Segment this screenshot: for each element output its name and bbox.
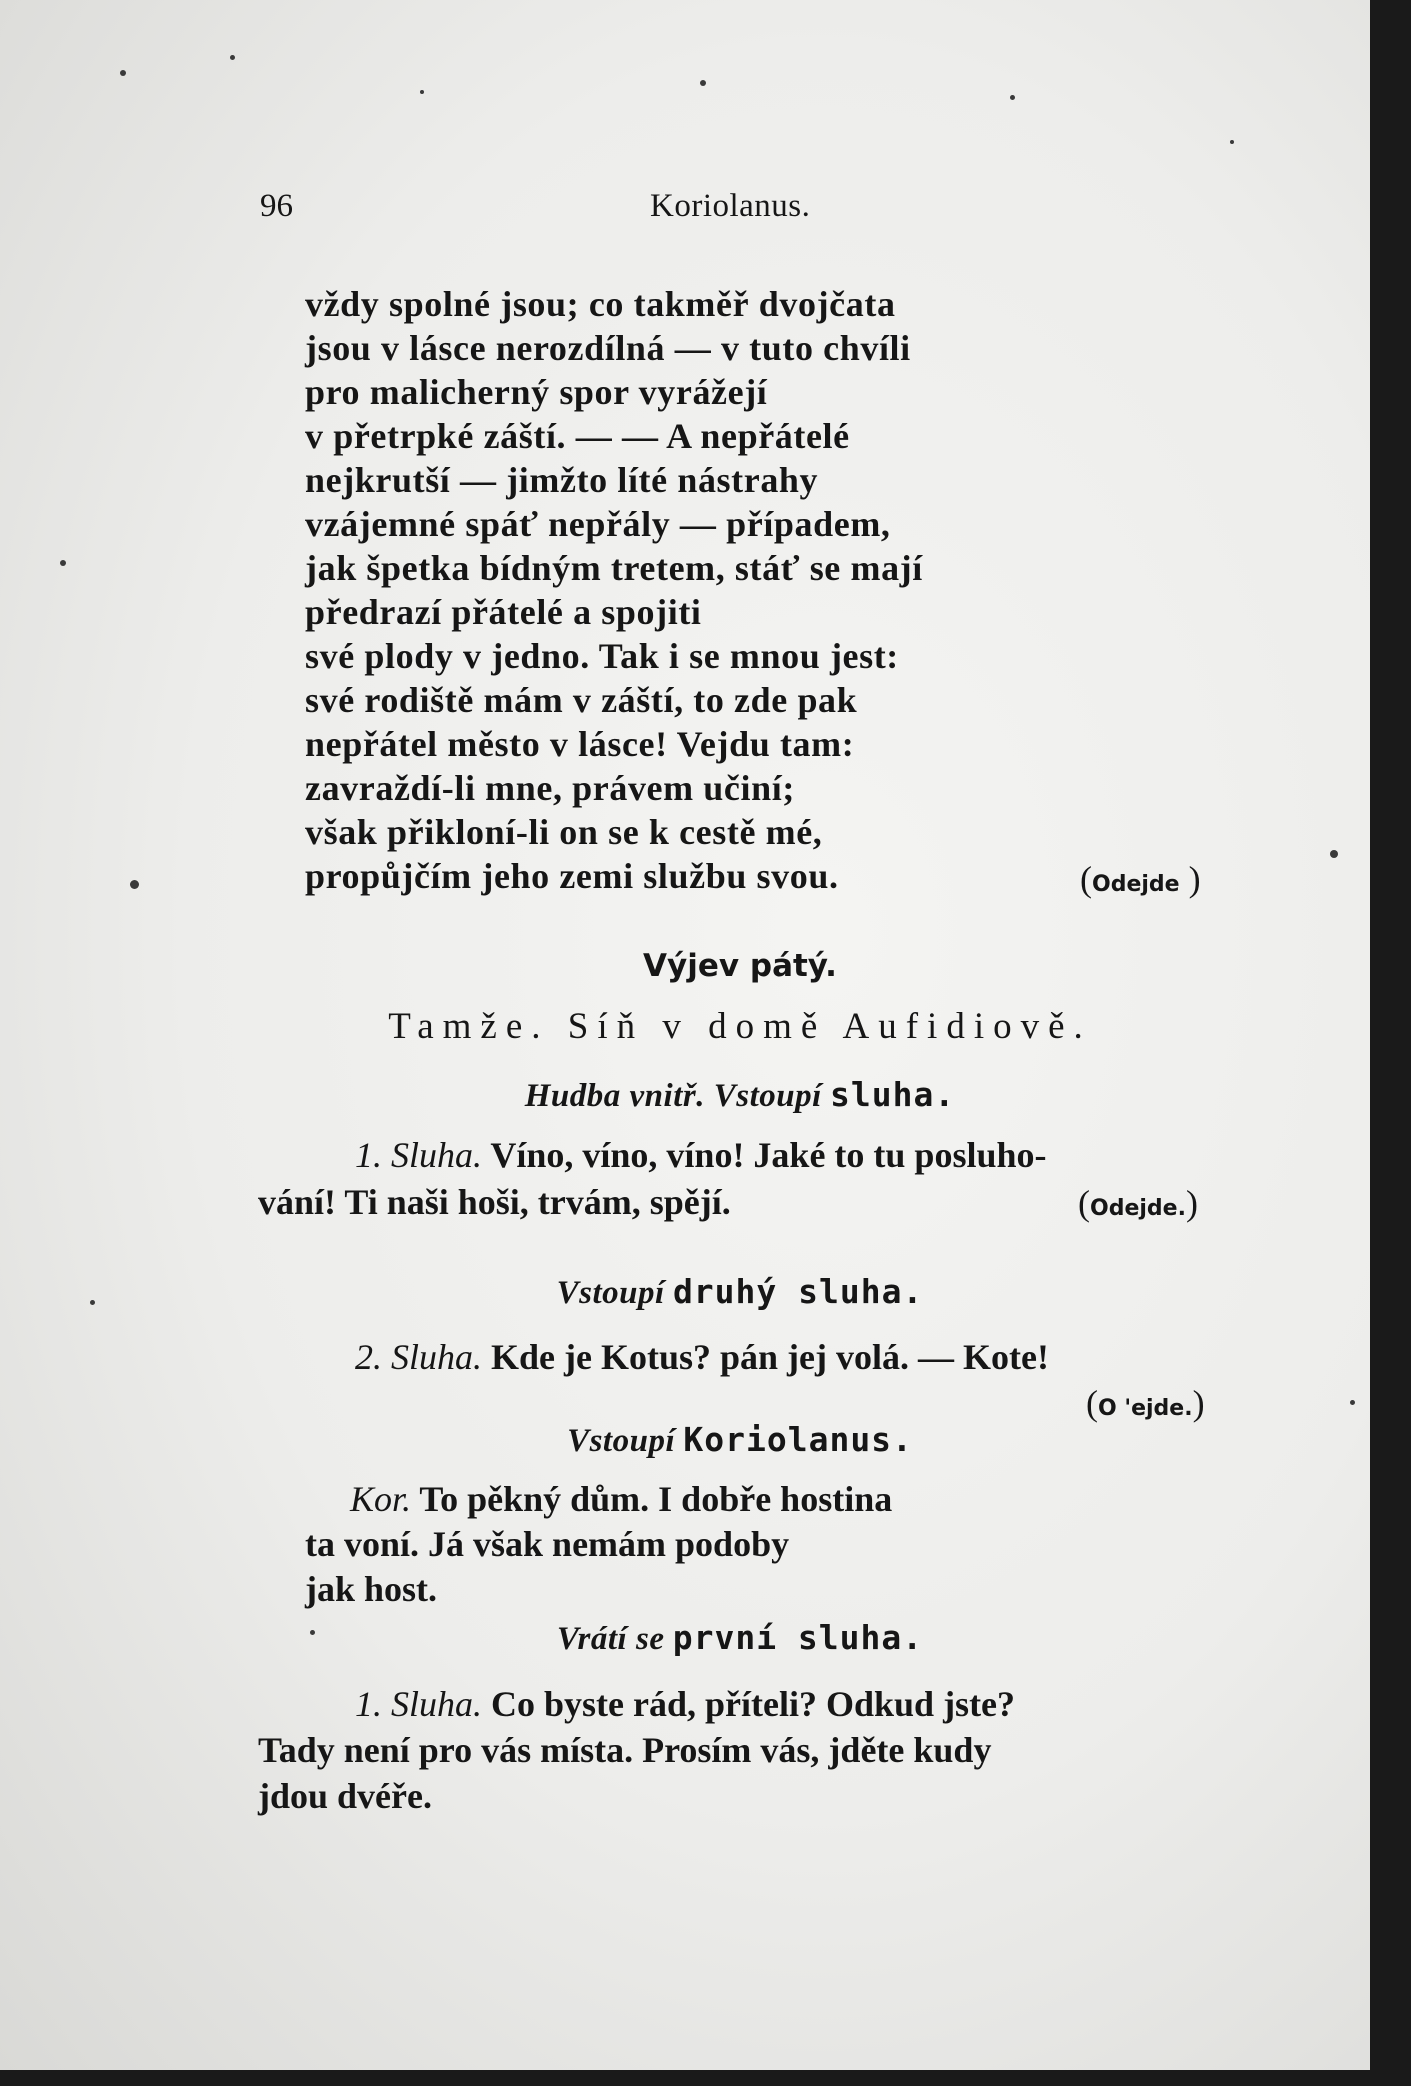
verse-line: pro malicherný spor vyrážejí [305,372,768,412]
speech-line: 1. Sluha. Co byste rád, příteli? Odkud jste? [355,1684,1016,1724]
verse-line: vždy spolné jsou; co takměř dvojčata [305,284,896,324]
verse-line: nepřátel město v lásce! Vejdu tam: [305,724,855,764]
verse-line: předrazí přátelé a spojiti [305,592,702,632]
print-speck [120,70,126,76]
print-speck [130,880,139,889]
print-speck [1330,850,1338,858]
print-speck [1010,95,1015,100]
stage-exit: (Odejde.) [1078,1183,1198,1223]
verse-line: vzájemné spáť nepřály — případem, [305,504,891,544]
stage-exit: (Odejde ) [1080,859,1201,899]
verse-line: své plody v jedno. Tak i se mnou jest: [305,636,899,676]
speech-line: Kor. To pěkný dům. I dobře hostina [350,1479,893,1519]
speech-line: Tady není pro vás místa. Prosím vás, jděte kudy [258,1730,992,1770]
verse-line: v přetrpké záští. — — A nepřátelé [305,416,850,456]
page-number: 96 [260,188,293,224]
verse-line: jak špetka bídným tretem, stáť se mají [305,548,923,588]
speech-line: 2. Sluha. Kde je Kotus? pán jej volá. — Kote! [355,1337,1049,1377]
verse-line: zavraždí-li mne, právem učiní; [305,768,795,808]
stage-direction: Vstoupí druhý sluha. [556,1272,924,1311]
speech-line: jak host. [305,1569,438,1609]
verse-line: nejkrutší — jimžto líté nástrahy [305,460,819,500]
speech-line: 1. Sluha. Víno, víno, víno! Jaké to tu posluho- [355,1135,1047,1175]
verse-line: jsou v lásce nerozdílná — v tuto chvíli [305,328,911,368]
print-speck [700,80,706,86]
verse-line: propůjčím jeho zemi službu svou. [305,856,839,896]
print-speck [60,560,66,566]
print-speck [1230,140,1234,144]
stage-exit: (O 'ejde.) [1086,1383,1205,1423]
speech-line: vání! Ti naši hoši, trvám, spějí. [258,1182,731,1222]
running-title: Koriolanus. [650,188,811,224]
verse-line: však přikloní-li on se k cestě mé, [305,812,823,852]
print-speck [420,90,424,94]
stage-direction: Vstoupí Koriolanus. [567,1420,913,1459]
scene-title: Výjev pátý. [643,948,837,984]
speech-line: ta voní. Já však nemám podoby [305,1524,790,1564]
print-speck [1350,1400,1355,1405]
running-header [260,188,1240,238]
print-speck [230,55,235,60]
verse-line: své rodiště mám v záští, to zde pak [305,680,858,720]
stage-direction: Hudba vnitř. Vstoupí sluha. [524,1075,956,1114]
verse-block [305,282,1265,898]
scene-place: Tamže. Síň v domě Aufidiově. [388,1006,1092,1047]
speech-line: jdou dvéře. [258,1776,432,1816]
stage-direction: Vrátí se první sluha. [556,1618,924,1657]
